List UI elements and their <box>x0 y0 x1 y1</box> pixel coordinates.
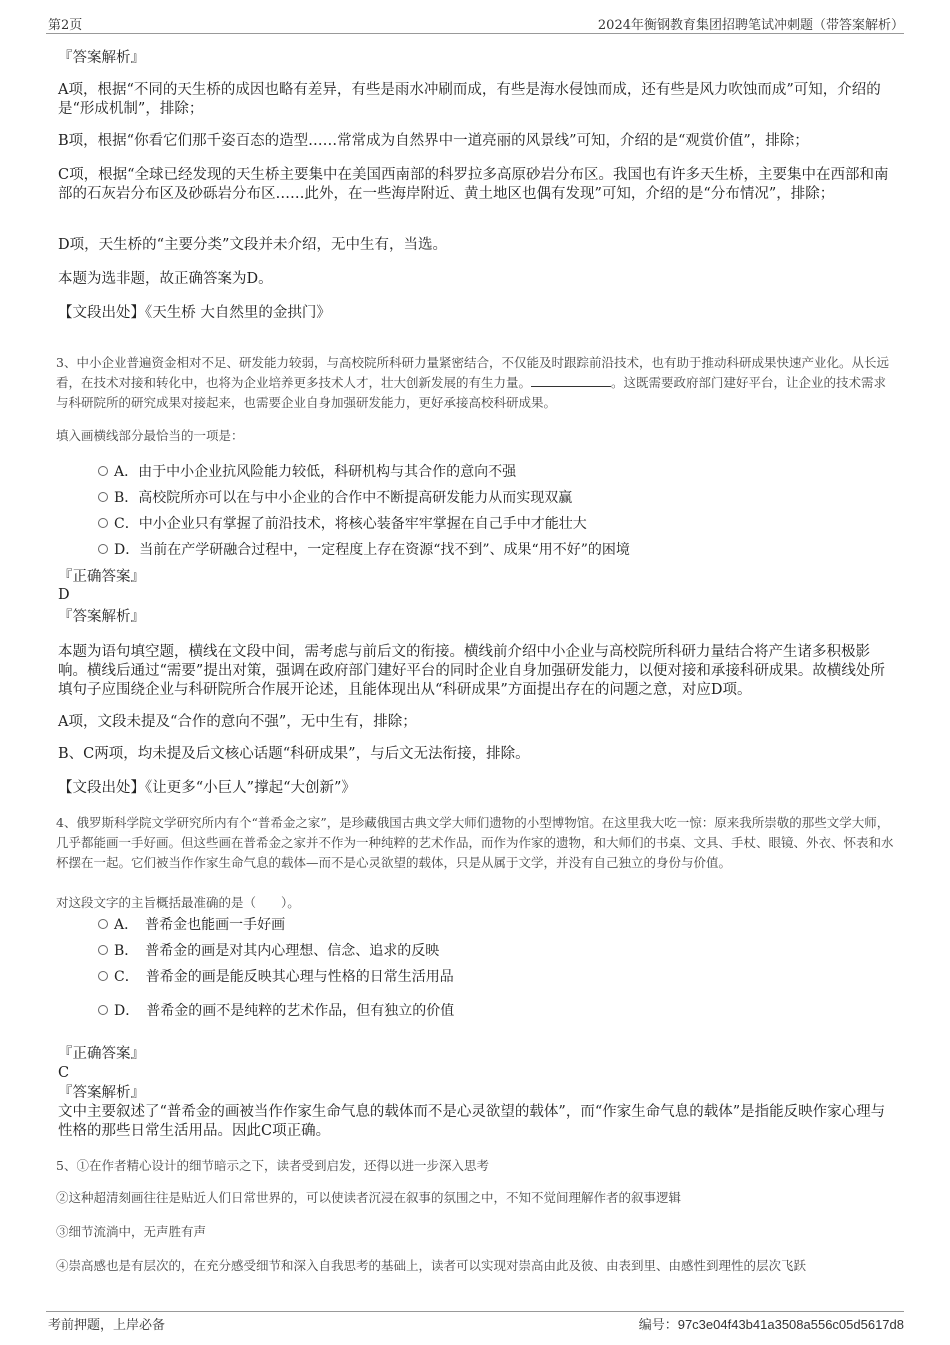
radio-icon[interactable] <box>98 544 108 554</box>
option-text: D．当前在产学研融合过程中，一定程度上存在资源“找不到”、成果“用不好”的困境 <box>114 542 630 558</box>
q3-option-d[interactable] <box>98 541 630 560</box>
q4-option-c[interactable] <box>98 968 454 987</box>
q2-conclusion: 本题为选非题，故正确答案为D。 <box>58 271 273 287</box>
radio-icon[interactable] <box>98 492 108 502</box>
footer-slogan: 考前押题，上岸必备 <box>48 1318 166 1333</box>
q4-analysis-label: 『答案解析』 <box>58 1085 145 1101</box>
q4-stem: 4、俄罗斯科学院文学研究所内有个“普希金之家”，是珍藏俄国古典文学大师们遗物的小型博物馆。在这里我大吃一惊：原来我所崇敬的那些文学大师，几乎都能画一手好画。但这些画在普希金之家并不作为一种纯粹的艺术作品，而作为作家的遗物，和大师们的书桌、文具、手杖、眼镜、外衣、怀表和水杯摆在一起。它们被当作作家生命气息的载体—而不是心灵欲望的载体，只是从属于文学，并没有自己独立的身份与价值。 <box>56 815 894 870</box>
q3-note-bc: B、C两项，均未提及后文核心话题“科研成果”，与后文无法衔接，排除。 <box>58 746 530 762</box>
q4-prompt: 对这段文字的主旨概括最准确的是（ ）。 <box>56 895 300 910</box>
page-number: 第2页 <box>48 18 83 33</box>
q3-stem-part-b: 。这既需要政府部门建好平台，让企业的技术需求与科研院所的研究成果对接起来，也需要企业自身加强研发能力，更好承接高校科研成果。 <box>56 375 887 410</box>
q3-prompt: 填入画横线部分最恰当的一项是： <box>56 428 244 443</box>
q3-option-a[interactable] <box>98 463 516 482</box>
option-text: D． 普希金的画不是纯粹的艺术作品，但有独立的价值 <box>114 1003 455 1019</box>
code-value: 97c3e04f43b41a3508a556c05d5617d8 <box>677 1317 904 1332</box>
option-text: B．高校院所亦可以在与中小企业的合作中不断提高研发能力从而实现双赢 <box>114 490 573 506</box>
q3-answer-label: 『正确答案』 <box>58 569 145 585</box>
option-text: A． 普希金也能画一手好画 <box>114 917 286 933</box>
q4-analysis: 文中主要叙述了“普希金的画被当作作家生命气息的载体而不是心灵欲望的载体”，而“作家生命气息的载体”是指能反映作家心理与性格的那些日常生活用品。因此C项正确。 <box>58 1104 886 1139</box>
q5-sentence-1: 5、①在作者精心设计的细节暗示之下，读者受到启发，还得以进一步深入思考 <box>56 1158 489 1173</box>
radio-icon[interactable] <box>98 919 108 929</box>
q2-analysis-d: D项，天生桥的“主要分类”文段并未介绍，无中生有，当选。 <box>58 237 447 253</box>
q5-sentence-3: ③细节流淌中，无声胜有声 <box>56 1224 207 1239</box>
q3-stem-part-a: 3、中小企业普遍资金相对不足、研发能力较弱，与高校院所科研力量紧密结合，不仅能及时跟踪前沿技术，也有助于推动科研成果快速产业化。从长远看，在技术对接和转化中，也将为企业培养更多技术人才，壮大创新发展的有生力量。 <box>56 355 889 390</box>
code-label: 编号： <box>638 1318 678 1333</box>
q4-answer: C <box>58 1065 70 1081</box>
document-title: 2024年衡钢教育集团招聘笔试冲刺题（带答案解析） <box>597 18 904 33</box>
q3-option-c[interactable] <box>98 515 587 534</box>
option-text: C．中小企业只有掌握了前沿技术，将核心装备牢牢掌握在自己手中才能壮大 <box>114 516 587 532</box>
q3-note-a: A项，文段未提及“合作的意向不强”，无中生有，排除； <box>58 714 417 730</box>
radio-icon[interactable] <box>98 1005 108 1015</box>
header-divider <box>46 33 904 34</box>
document-code <box>639 1314 904 1333</box>
radio-icon[interactable] <box>98 466 108 476</box>
radio-icon[interactable] <box>98 945 108 955</box>
q5-sentence-4: ④崇高感也是有层次的，在充分感受细节和深入自我思考的基础上，读者可以实现对崇高由此及彼、由表到里、由感性到理性的层次飞跃 <box>56 1258 807 1273</box>
q2-analysis-b: B项，根据“你看它们那千姿百态的造型……常常成为自然界中一道亮丽的风景线”可知，介绍的是“观赏价值”，排除； <box>58 133 809 149</box>
option-text: B． 普希金的画是对其内心理想、信念、追求的反映 <box>114 943 440 959</box>
q4-option-b[interactable] <box>98 942 439 961</box>
q2-analysis-label: 『答案解析』 <box>58 50 145 66</box>
q3-analysis: 本题为语句填空题，横线在文段中间，需考虑与前后文的衔接。横线前介绍中小企业与高校院所科研力量结合将产生诸多积极影响。横线后通过“需要”提出对策，强调在政府部门建好平台的同时企业自身加强研发能力，以便对接和承接科研成果。故横线处所填句子应围绕企业与科研院所合作展开论述，且能体现出从“科研成果”方面提出存在的问题之意，对应D项。 <box>58 644 885 698</box>
q3-source: 【文段出处】《让更多“小巨人”撑起“大创新”》 <box>58 780 356 796</box>
radio-icon[interactable] <box>98 518 108 528</box>
q4-answer-label: 『正确答案』 <box>58 1046 145 1062</box>
q3-stem <box>56 353 896 413</box>
q2-analysis-a: A项，根据“不同的天生桥的成因也略有差异，有些是雨水冲刷而成，有些是海水侵蚀而成，还有些是风力吹蚀而成”可知，介绍的是“形成机制”，排除； <box>58 82 881 117</box>
option-text: A．由于中小企业抗风险能力较低，科研机构与其合作的意向不强 <box>114 464 517 480</box>
q5-sentence-2: ②这种超清刻画往往是贴近人们日常世界的，可以使读者沉浸在叙事的氛围之中，不知不觉间理解作者的叙事逻辑 <box>56 1190 682 1205</box>
q3-analysis-label: 『答案解析』 <box>58 609 145 625</box>
q2-source: 【文段出处】《天生桥 大自然里的金拱门》 <box>58 305 331 321</box>
q4-option-d[interactable] <box>98 1002 454 1021</box>
q2-analysis-c: C项，根据“全球已经发现的天生桥主要集中在美国西南部的科罗拉多高原砂岩分布区。我国也有许多天生桥，主要集中在西部和南部的石灰岩分布区及砂砾岩分布区……此外，在一些海岸附近、黄土地区也偶有发现”可知，介绍的是“分布情况”，排除； <box>58 167 889 202</box>
q3-blank <box>531 374 611 387</box>
radio-icon[interactable] <box>98 971 108 981</box>
q3-option-b[interactable] <box>98 489 572 508</box>
q4-option-a[interactable] <box>98 916 285 935</box>
option-text: C． 普希金的画是能反映其心理与性格的日常生活用品 <box>114 969 454 985</box>
q3-answer: D <box>58 587 70 603</box>
footer-divider <box>46 1311 904 1312</box>
